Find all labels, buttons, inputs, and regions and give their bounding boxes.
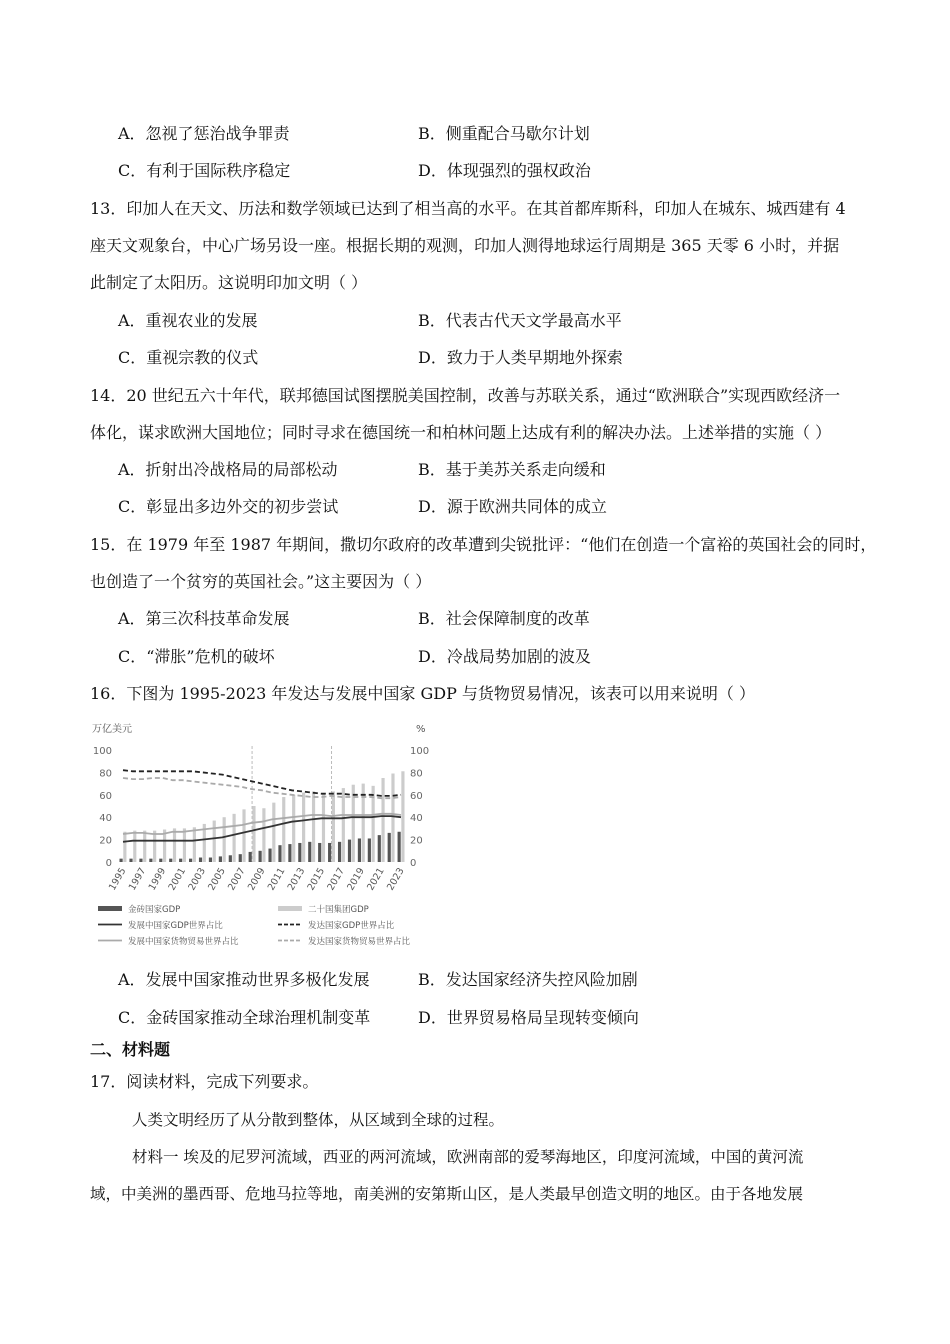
q17-material1-line1: 材料一 埃及的尼罗河流域，西亚的两河流域，欧洲南部的爱琴海地区，印度河流域，中国的黄河流 bbox=[132, 1148, 804, 1166]
legend-swatch bbox=[278, 906, 302, 911]
y-right-tick-label: 60 bbox=[410, 790, 423, 802]
q14-option-d: D．源于欧洲共同体的成立 bbox=[418, 497, 607, 516]
q14-option-a: A．折射出冷战格局的局部松动 bbox=[118, 460, 338, 479]
y-left-tick-label: 60 bbox=[99, 790, 112, 802]
bar-brics-gdp bbox=[288, 844, 291, 862]
bar-g20-gdp bbox=[381, 778, 384, 862]
q12-option-d: D．体现强烈的强权政治 bbox=[418, 161, 591, 180]
bar-g20-gdp bbox=[342, 788, 345, 862]
x-tick-label: 2001 bbox=[166, 866, 189, 893]
bar-g20-gdp bbox=[401, 771, 404, 862]
series-line-2 bbox=[123, 770, 401, 796]
bar-brics-gdp bbox=[129, 859, 132, 862]
bar-brics-gdp bbox=[378, 835, 381, 862]
y-right-tick-label: 40 bbox=[410, 813, 423, 825]
y-left-tick-label: 0 bbox=[105, 858, 112, 869]
x-tick-label: 2003 bbox=[186, 866, 209, 893]
bar-g20-gdp bbox=[252, 806, 255, 862]
bar-brics-gdp bbox=[388, 833, 391, 862]
bar-brics-gdp bbox=[358, 838, 361, 862]
bar-brics-gdp bbox=[298, 843, 301, 862]
y-left-axis-title: 万亿美元 bbox=[92, 724, 132, 735]
bar-brics-gdp bbox=[229, 855, 232, 862]
bar-brics-gdp bbox=[318, 843, 321, 862]
bar-g20-gdp bbox=[322, 794, 325, 862]
bar-g20-gdp bbox=[143, 831, 146, 862]
bar-g20-gdp bbox=[193, 827, 196, 862]
x-tick-label: 1997 bbox=[126, 866, 149, 893]
bar-brics-gdp bbox=[209, 858, 212, 862]
y-left-tick-label: 20 bbox=[99, 835, 112, 847]
bar-g20-gdp bbox=[292, 795, 295, 862]
legend-label: 二十国集团GDP bbox=[308, 905, 369, 915]
q13-stem-line1: 13．印加人在天文、历法和数学领域已达到了相当高的水平。在其首都库斯科，印加人在城东、城西建有 4 bbox=[90, 199, 846, 218]
q16-stem-line1: 16．下图为 1995-2023 年发达与发展中国家 GDP 与货物贸易情况，该表可以用来说明（ ） bbox=[90, 684, 756, 703]
bar-g20-gdp bbox=[262, 808, 265, 862]
bar-brics-gdp bbox=[259, 851, 262, 862]
x-tick-label: 2021 bbox=[365, 866, 387, 893]
y-left-tick-label: 80 bbox=[99, 768, 112, 780]
bar-brics-gdp bbox=[308, 842, 311, 862]
y-left-tick-label: 100 bbox=[92, 746, 112, 757]
x-tick-label: 2011 bbox=[265, 866, 288, 893]
q13-stem-line3: 此制定了太阳历。这说明印加文明（ ） bbox=[90, 273, 368, 292]
bar-g20-gdp bbox=[242, 809, 245, 862]
q14-stem-line2: 体化，谋求欧洲大国地位；同时寻求在德国统一和柏林问题上达成有利的解决办法。上述举措的实施（ ） bbox=[90, 423, 832, 442]
q12-option-c: C．有利于国际秩序稳定 bbox=[118, 161, 291, 180]
q13-option-c: C．重视宗教的仪式 bbox=[118, 348, 259, 367]
q17-intro: 人类文明经历了从分散到整体，从区域到全球的过程。 bbox=[132, 1111, 505, 1129]
bar-brics-gdp bbox=[368, 838, 371, 862]
bar-g20-gdp bbox=[282, 797, 285, 862]
y-right-tick-label: 80 bbox=[410, 768, 423, 780]
q16-option-c: C．金砖国家推动全球治理机制变革 bbox=[118, 1008, 371, 1027]
q14-option-b: B．基于美苏关系走向缓和 bbox=[418, 460, 606, 479]
x-tick-label: 2009 bbox=[245, 866, 268, 893]
q16-option-a: A．发展中国家推动世界多极化发展 bbox=[118, 970, 370, 989]
x-tick-label: 2013 bbox=[285, 866, 308, 893]
x-tick-label: 2007 bbox=[226, 866, 248, 893]
y-right-tick-label: 20 bbox=[410, 835, 423, 847]
x-tick-label: 2005 bbox=[206, 866, 228, 893]
bar-brics-gdp bbox=[159, 859, 162, 862]
gdp-trade-chart bbox=[88, 718, 440, 958]
bar-g20-gdp bbox=[173, 828, 176, 862]
bar-g20-gdp bbox=[153, 831, 156, 862]
y-right-tick-label: 100 bbox=[410, 746, 430, 757]
q13-option-b: B．代表古代天文学最高水平 bbox=[418, 311, 622, 330]
bar-g20-gdp bbox=[312, 791, 315, 862]
bar-brics-gdp bbox=[179, 859, 182, 862]
x-tick-label: 1999 bbox=[146, 866, 169, 893]
q16-option-d: D．世界贸易格局呈现转变倾向 bbox=[418, 1008, 639, 1027]
legend-label: 发展中国家GDP世界占比 bbox=[128, 921, 223, 931]
q15-stem-line1: 15．在 1979 年至 1987 年期间，撒切尔政府的改革遭到尖锐批评：“他们在创造一个富裕的英国社会的同时， bbox=[90, 535, 877, 554]
bar-brics-gdp bbox=[348, 840, 351, 862]
x-tick-label: 2023 bbox=[385, 866, 407, 893]
bar-g20-gdp bbox=[213, 821, 216, 862]
y-left-tick-label: 40 bbox=[99, 813, 112, 825]
q12-option-b: B．侧重配合马歇尔计划 bbox=[418, 124, 590, 143]
bar-g20-gdp bbox=[183, 828, 186, 862]
q16-option-b: B．发达国家经济失控风险加剧 bbox=[418, 970, 638, 989]
q15-option-a: A．第三次科技革命发展 bbox=[118, 609, 290, 628]
q12-option-a: A．忽视了惩治战争罪责 bbox=[118, 124, 290, 143]
q14-option-c: C．彰显出多边外交的初步尝试 bbox=[118, 497, 339, 516]
bar-g20-gdp bbox=[223, 817, 226, 862]
bar-brics-gdp bbox=[139, 859, 142, 862]
q13-option-a: A．重视农业的发展 bbox=[118, 311, 258, 330]
q15-stem-line2: 也创造了一个贫穷的英国社会。”这主要因为（ ） bbox=[90, 572, 432, 591]
q15-option-b: B．社会保障制度的改革 bbox=[418, 609, 590, 628]
x-tick-label: 2015 bbox=[305, 866, 328, 893]
legend-label: 发展中国家货物贸易世界占比 bbox=[128, 937, 239, 947]
bar-brics-gdp bbox=[219, 856, 222, 862]
bar-brics-gdp bbox=[169, 859, 172, 862]
q13-option-d: D．致力于人类早期地外探索 bbox=[418, 348, 623, 367]
bar-brics-gdp bbox=[149, 859, 152, 862]
bar-brics-gdp bbox=[239, 854, 242, 862]
bar-g20-gdp bbox=[332, 791, 335, 862]
x-tick-label: 2019 bbox=[345, 866, 367, 893]
y-right-tick-label: 0 bbox=[410, 858, 417, 869]
bar-g20-gdp bbox=[233, 814, 236, 862]
bar-g20-gdp bbox=[391, 774, 394, 862]
bar-brics-gdp bbox=[199, 858, 202, 862]
series-line-4 bbox=[123, 778, 401, 798]
bar-brics-gdp bbox=[119, 859, 122, 862]
bar-g20-gdp bbox=[302, 793, 305, 862]
q15-option-c: C．“滞胀”危机的破坏 bbox=[118, 647, 275, 666]
bar-brics-gdp bbox=[249, 852, 252, 862]
x-tick-label: 2017 bbox=[325, 866, 348, 893]
bar-brics-gdp bbox=[268, 849, 271, 862]
q13-stem-line2: 座天文观象台，中心广场另设一座。根据长期的观测，印加人测得地球运行周期是 365 天零 6 小时，并据 bbox=[90, 236, 840, 255]
legend-swatch bbox=[98, 906, 122, 911]
bar-brics-gdp bbox=[398, 832, 401, 862]
legend-label: 发达国家货物贸易世界占比 bbox=[308, 937, 411, 947]
bar-brics-gdp bbox=[338, 842, 341, 862]
bar-brics-gdp bbox=[278, 845, 281, 862]
bar-brics-gdp bbox=[328, 843, 331, 862]
legend-label: 金砖国家GDP bbox=[128, 905, 181, 915]
q14-stem-line1: 14．20 世纪五六十年代，联邦德国试图摆脱美国控制，改善与苏联关系，通过“欧洲联合”实现西欧经济一 bbox=[90, 386, 841, 405]
x-tick-label: 1995 bbox=[106, 866, 129, 893]
q17-material1-line2: 域，中美洲的墨西哥、危地马拉等地，南美洲的安第斯山区，是人类最早创造文明的地区。由于各地发展 bbox=[90, 1185, 804, 1203]
legend-label: 发达国家GDP世界占比 bbox=[308, 921, 395, 931]
q17-stem-line1: 17．阅读材料，完成下列要求。 bbox=[90, 1072, 319, 1091]
bar-g20-gdp bbox=[123, 832, 126, 862]
section-title-material: 二、材料题 bbox=[90, 1040, 171, 1059]
bar-brics-gdp bbox=[189, 859, 192, 862]
bar-g20-gdp bbox=[133, 831, 136, 862]
y-right-axis-title: % bbox=[416, 724, 426, 735]
q15-option-d: D．冷战局势加剧的波及 bbox=[418, 647, 591, 666]
bar-g20-gdp bbox=[272, 803, 275, 862]
